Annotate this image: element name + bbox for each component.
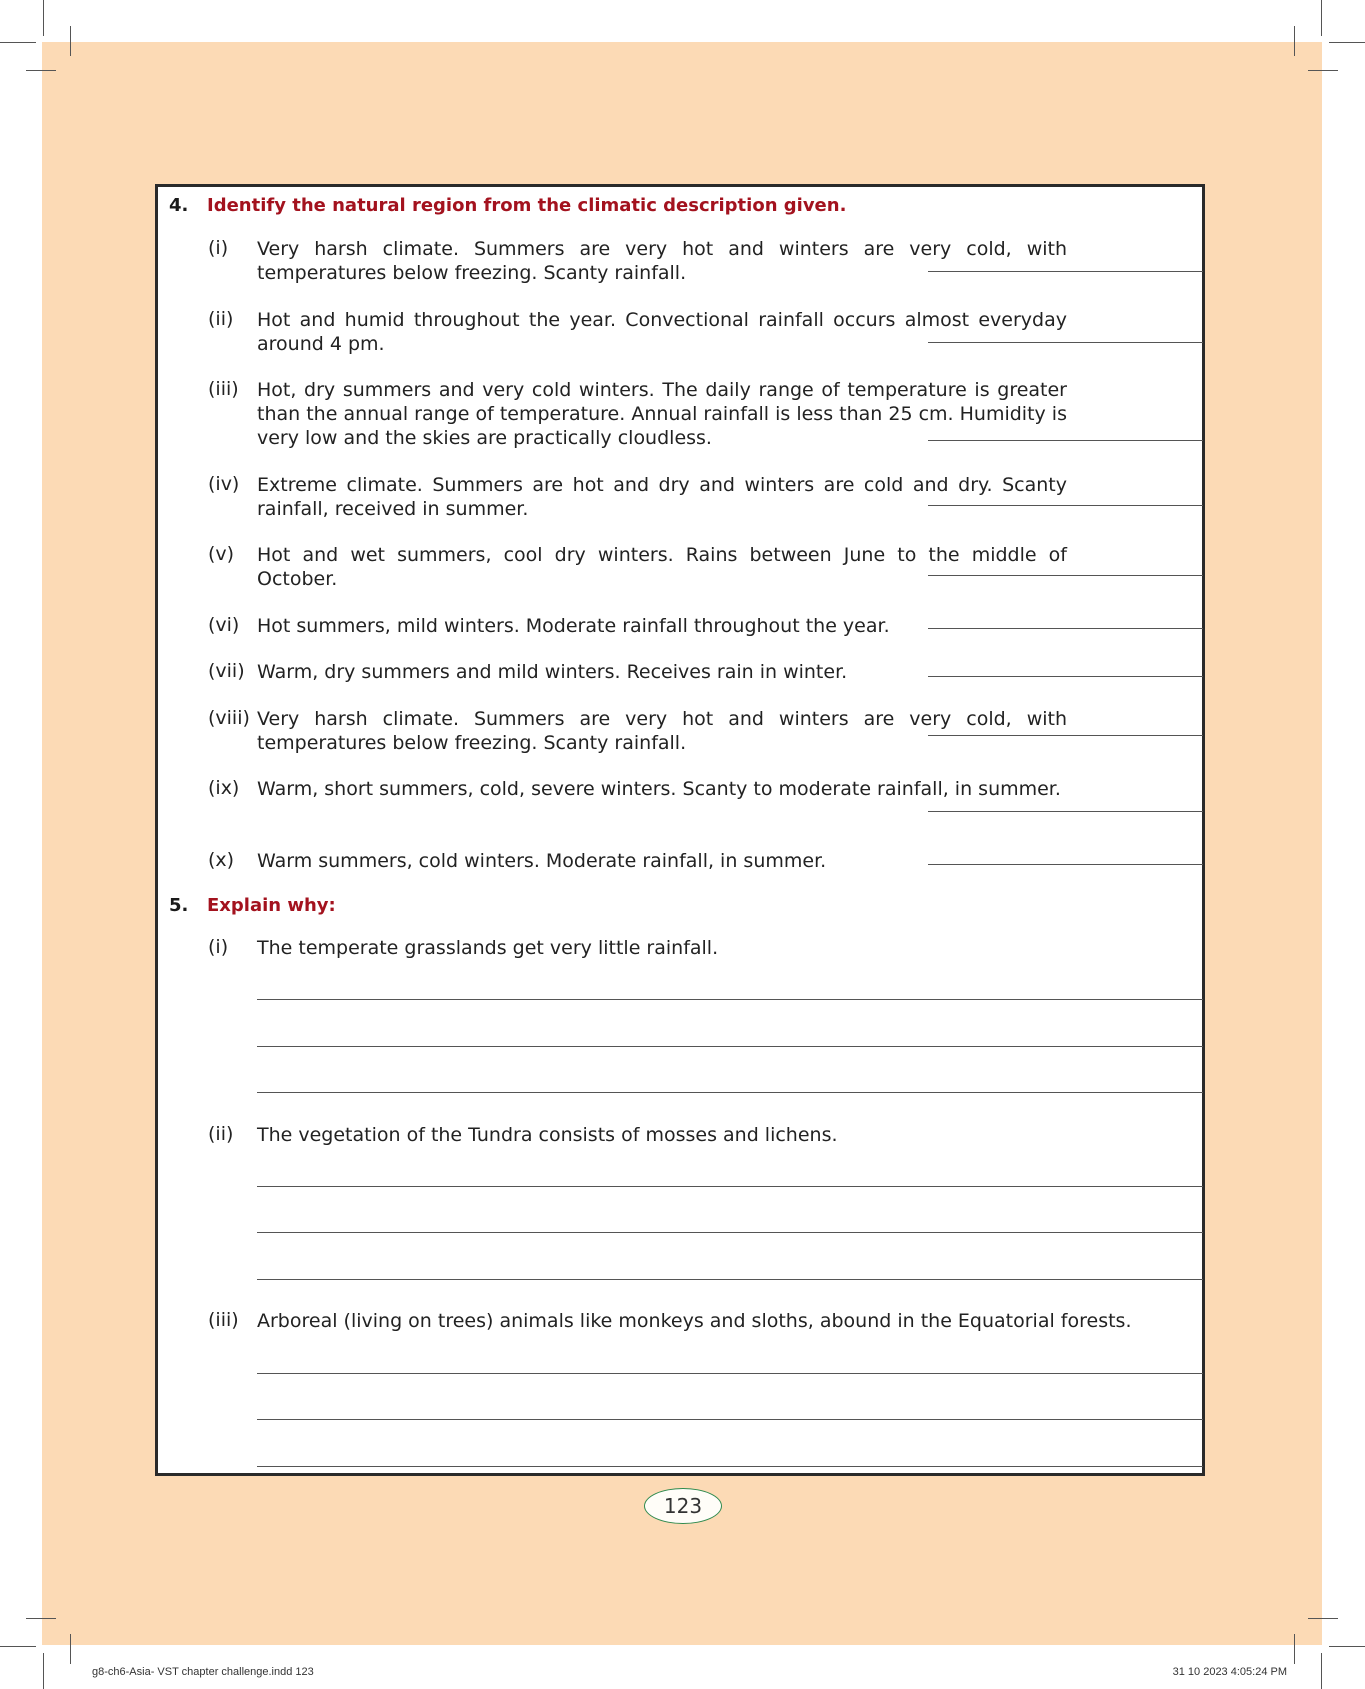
- answer-line[interactable]: [928, 575, 1203, 576]
- crop-mark: [1294, 26, 1295, 56]
- item-label: (vii): [208, 660, 245, 682]
- item-text: Arboreal (living on trees) animals like monkeys and sloths, abound in the Equatorial forests.: [257, 1310, 1132, 1332]
- writing-line[interactable]: [257, 1466, 1203, 1467]
- slug-timestamp: 31 10 2023 4:05:24 PM: [1172, 1666, 1287, 1678]
- question-number: 4.: [169, 195, 189, 216]
- item-label: (vi): [208, 614, 240, 636]
- item-label: (ii): [208, 1123, 234, 1145]
- answer-line[interactable]: [928, 864, 1203, 865]
- writing-line[interactable]: [257, 1279, 1203, 1280]
- writing-line[interactable]: [257, 999, 1203, 1000]
- writing-line[interactable]: [257, 1092, 1203, 1093]
- crop-mark: [0, 1646, 36, 1647]
- item-text: Hot and wet summers, cool dry winters. Rains between June to the middle of October.: [257, 544, 1067, 590]
- writing-line[interactable]: [257, 1186, 1203, 1187]
- crop-mark: [1308, 70, 1338, 71]
- crop-mark: [1329, 42, 1365, 43]
- item-label: (viii): [208, 707, 250, 729]
- item-text: Very harsh climate. Summers are very hot and winters are very cold, with temperatures below freezing. Scanty rainfall.: [257, 238, 1067, 284]
- item-text: Warm summers, cold winters. Moderate rainfall, in summer.: [257, 850, 827, 872]
- item-text: Extreme climate. Summers are hot and dry and winters are cold and dry. Scanty rainfall, received in summer.: [257, 474, 1067, 520]
- item-label: (iv): [208, 473, 240, 495]
- crop-mark: [26, 70, 56, 71]
- answer-line[interactable]: [928, 676, 1203, 677]
- item-text: The vegetation of the Tundra consists of mosses and lichens.: [257, 1124, 838, 1146]
- crop-mark: [1321, 0, 1322, 36]
- item-text: The temperate grasslands get very little rainfall.: [257, 937, 719, 959]
- crop-mark: [70, 26, 71, 56]
- item-label: (i): [208, 936, 229, 958]
- crop-mark: [43, 0, 44, 36]
- item-text: Warm, dry summers and mild winters. Receives rain in winter.: [257, 661, 848, 683]
- item-label: (ix): [208, 777, 240, 799]
- question-title: Identify the natural region from the climatic description given.: [207, 195, 847, 216]
- item-label: (iii): [208, 1309, 239, 1331]
- item-label: (i): [208, 237, 229, 259]
- item-text: Hot summers, mild winters. Moderate rainfall throughout the year.: [257, 615, 890, 637]
- writing-line[interactable]: [257, 1232, 1203, 1233]
- item-text: Hot, dry summers and very cold winters. The daily range of temperature is greater than the annual range of temperature. Annual rainfall is less than 25 cm. Humidity is very low and the skies are practically cloudless.: [257, 379, 1067, 449]
- worksheet-box: [155, 184, 1205, 1476]
- item-text: Hot and humid throughout the year. Convectional rainfall occurs almost everyday around 4 pm.: [257, 309, 1067, 355]
- crop-mark: [0, 42, 36, 43]
- crop-mark: [43, 1653, 44, 1689]
- answer-line[interactable]: [928, 628, 1203, 629]
- answer-line[interactable]: [928, 342, 1203, 343]
- answer-line[interactable]: [928, 271, 1203, 272]
- crop-mark: [1294, 1634, 1295, 1664]
- crop-mark: [1321, 1653, 1322, 1689]
- writing-line[interactable]: [257, 1373, 1203, 1374]
- writing-line[interactable]: [257, 1419, 1203, 1420]
- page-number: 123: [644, 1488, 722, 1524]
- item-label: (x): [208, 849, 235, 871]
- item-label: (ii): [208, 308, 234, 330]
- item-text: Very harsh climate. Summers are very hot and winters are very cold, with temperatures below freezing. Scanty rainfall.: [257, 708, 1067, 754]
- answer-line[interactable]: [928, 505, 1203, 506]
- crop-mark: [26, 1618, 56, 1619]
- crop-mark: [1329, 1646, 1365, 1647]
- item-text: Warm, short summers, cold, severe winters. Scanty to moderate rainfall, in summer.: [257, 778, 1061, 800]
- slug-file-info: g8-ch6-Asia- VST chapter challenge.indd 123: [92, 1666, 314, 1678]
- item-label: (iii): [208, 378, 239, 400]
- item-label: (v): [208, 543, 235, 565]
- crop-mark: [70, 1634, 71, 1664]
- writing-line[interactable]: [257, 1046, 1203, 1047]
- answer-line[interactable]: [928, 735, 1203, 736]
- answer-line[interactable]: [928, 440, 1203, 441]
- question-number: 5.: [169, 895, 189, 916]
- question-title: Explain why:: [207, 895, 336, 916]
- crop-mark: [1308, 1618, 1338, 1619]
- answer-line[interactable]: [928, 811, 1203, 812]
